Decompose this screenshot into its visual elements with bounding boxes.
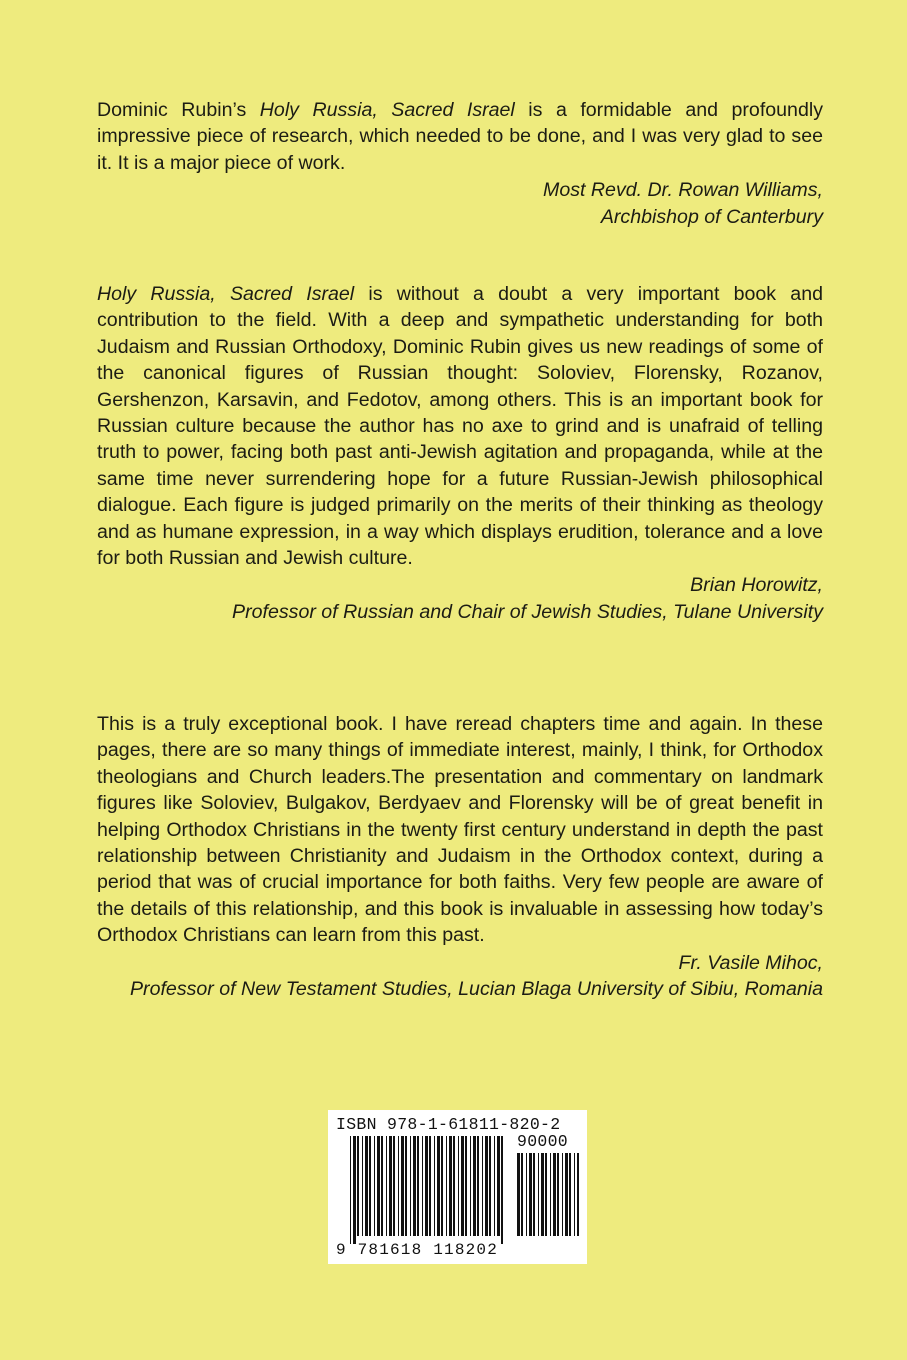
barcode-bar [545,1153,547,1236]
barcode-bar [386,1136,387,1236]
barcode-bar [410,1136,411,1236]
review-quote [97,711,823,949]
barcode-bar [461,1136,464,1236]
barcode-bar [413,1136,416,1236]
quote-text: is without a doubt a very important book and contribution to the field. With a deep and sympathetic understanding for both Judaism and Russian Orthodoxy, Dominic Rubin gives us new readings of some of the canonical figures of Russian thought: Soloviev, Florensky, Rozanov, Gershenzon, Karsavin, and Fedotov, among others. This is an important book for Russian culture because the author has no axe to grind and is unafraid of telling truth to power, facing both past anti-Jewish agitation and propaganda, while at the same time never surrendering hope for a future Russian-Jewish philosophical dialogue. Each figure is judged primarily on the merits of their thinking as theology and as humane expression, in a way which displays erudition, tolerance and a love for both Russian and Jewish culture. [97,283,823,570]
barcode-bar [526,1153,527,1236]
barcode-bar [477,1136,479,1236]
reviewer-name: Brian Horowitz, [690,574,823,597]
barcode-bar [569,1153,571,1236]
barcode-bar [381,1136,383,1236]
barcode-bar [458,1136,459,1236]
reviewer-role: Professor of Russian and Chair of Jewish Studies, Tulane University [232,600,823,623]
book-title: Holy Russia, Sacred Israel [97,283,355,305]
barcode-bar [437,1136,440,1236]
review-attribution [97,950,823,1003]
review-quote [97,281,823,571]
book-title: Holy Russia, Sacred Israel [259,99,515,121]
barcode-bar [574,1153,575,1236]
barcode-bar [482,1136,483,1236]
barcode-bar [417,1136,419,1236]
barcode-bar [362,1136,363,1236]
barcode-bar [529,1153,532,1236]
barcode-bar [453,1136,455,1236]
barcode-bar [538,1153,539,1236]
barcode-bar [517,1153,520,1236]
barcode-bar [489,1136,491,1236]
barcode-bar [541,1153,544,1236]
barcode-bar [553,1153,556,1236]
barcode-bar [565,1153,568,1236]
barcode-bar [494,1136,495,1236]
barcode-bar [449,1136,452,1236]
barcode-bar [353,1136,356,1244]
reviewer-role: Archbishop of Canterbury [600,205,823,228]
barcode-bar [425,1136,428,1236]
reviewer-name: Fr. Vasile Mihoc, [678,951,823,974]
barcode-bar [350,1136,351,1244]
isbn-barcode [328,1110,587,1264]
barcode-bar [473,1136,476,1236]
reviewer-name: Most Revd. Dr. Rowan Williams, [543,179,823,202]
review-quote [97,97,823,176]
barcode-bar [497,1136,500,1236]
barcode-bar [389,1136,392,1236]
review-attribution [97,177,823,230]
barcode-bar [533,1153,535,1236]
price-code: 90000 [517,1132,569,1151]
barcode-bar [369,1136,371,1236]
barcode-bar [357,1136,359,1236]
barcode-bar [465,1136,467,1236]
review-attribution [97,572,823,625]
reviewer-role: Professor of New Testament Studies, Lucian Blaga University of Sibiu, Romania [129,978,823,1001]
barcode-bar [398,1136,399,1236]
review-blurb-mihoc [97,711,823,1002]
ean-digits: 9 781618 118202 [336,1241,499,1259]
quote-text: This is a truly exceptional book. I have reread chapters time and again. In these pages, there are so many things of immediate interest, mainly, I think, for Orthodox theologians and Church leaders.The presentation and commentary on landmark figures like Soloviev, Bulgakov, Berdyaev and Florensky will be of great benefit in helping Orthodox Christians in the twenty first century understand in depth the past relationship between Christianity and Judaism in the Orthodox context, during a period that was of crucial importance for both faiths. Very few people are aware of the details of this relationship, and this book is invaluable in assessing how today’s Orthodox Christians can learn from this past. [97,713,823,947]
barcode-bar [557,1153,559,1236]
barcode-bar [393,1136,395,1236]
barcode-bar [550,1153,551,1236]
quote-text: is a formidable and profoundly impressive piece of research, which needed to be done, and I was very glad to see it. It is a major piece of work. [97,99,824,174]
barcode-bar [434,1136,435,1236]
barcode-bar [405,1136,407,1236]
barcode-bar [521,1153,523,1236]
review-blurb-williams [97,97,823,230]
barcode-bar [470,1136,471,1236]
barcode-bar [429,1136,431,1236]
barcode-bar [501,1136,503,1244]
quote-prefix: Dominic Rubin’s [97,99,260,121]
barcode-bar [441,1136,443,1236]
barcode-bar [446,1136,447,1236]
barcode-bar [401,1136,404,1236]
barcode-bar [377,1136,380,1236]
review-blurb-horowitz [97,281,823,625]
barcode-bar [365,1136,368,1236]
barcode-bar [422,1136,423,1236]
barcode-bar [562,1153,563,1236]
barcode-bar [577,1153,579,1236]
barcode-bar [374,1136,375,1236]
barcode-bar [485,1136,488,1236]
isbn-label: ISBN 978-1-61811-820-2 [336,1115,561,1134]
